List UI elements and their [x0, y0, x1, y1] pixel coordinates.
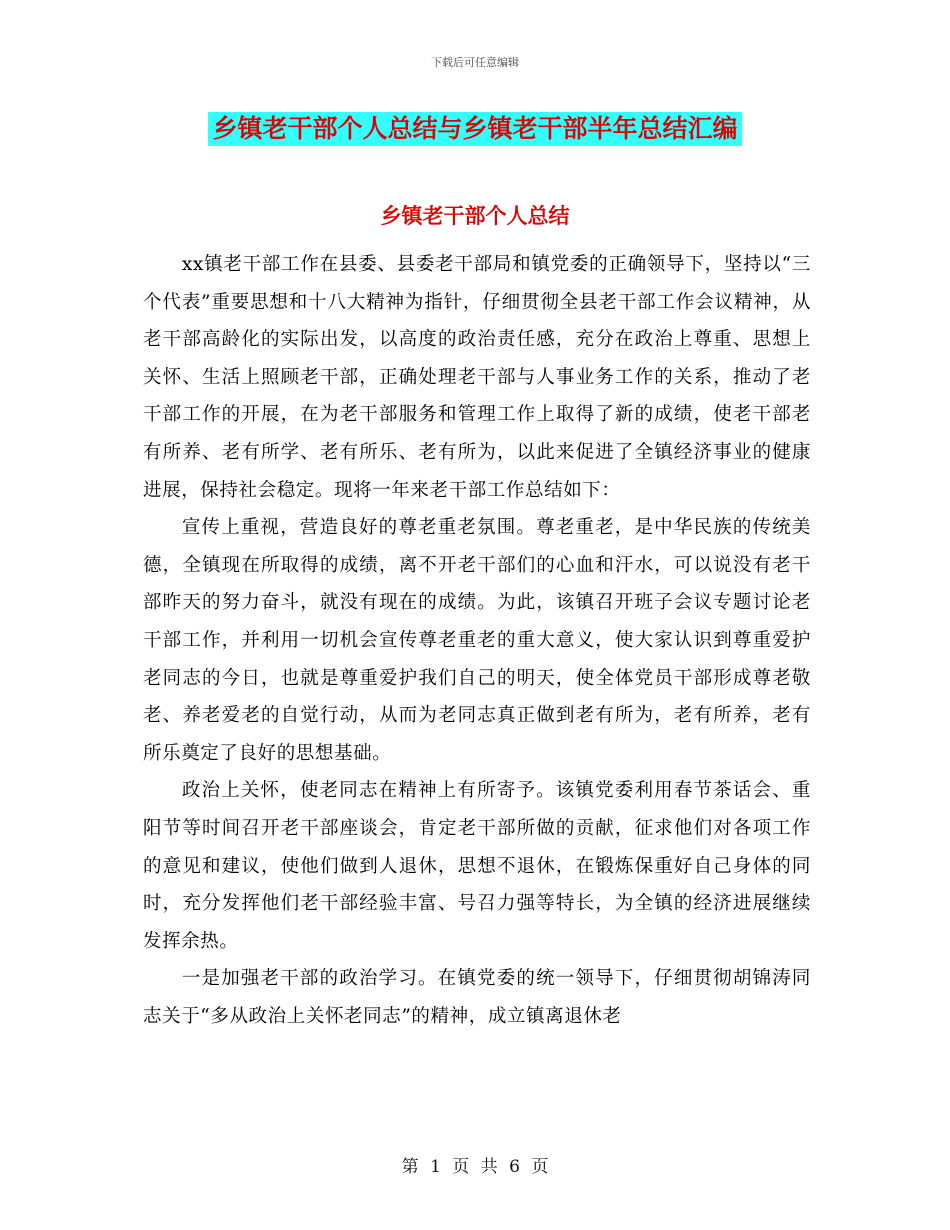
main-title: 乡镇老干部个人总结与乡镇老干部半年总结汇编 — [208, 112, 741, 146]
main-title-container — [0, 112, 950, 146]
paragraph-2: 宣传上重视，营造良好的尊老重老氛围。尊老重老，是中华民族的传统美德，全镇现在所取得的成绩，离不开老干部们的心血和汗水，可以说没有老干部昨天的努力奋斗，就没有现在的成绩。为此，该镇召开班子会议专题讨论老干部工作，并利用一切机会宣传尊老重老的重大意义，使大家认识到尊重爱护老同志的今日，也就是尊重爱护我们自己的明天，使全体党员干部形成尊老敬老、养老爱老的自觉行动，从而为老同志真正做到老有所为，老有所养，老有所乐奠定了良好的思想基础。 — [143, 517, 811, 764]
paragraph-3: 政治上关怀，使老同志在精神上有所寄予。该镇党委利用春节茶话会、重阳节等时间召开老干部座谈会，肯定老干部所做的贡献，征求他们对各项工作的意见和建议，使他们做到人退休，思想不退休，在锻炼保重好自己身体的同时，充分发挥他们老干部经验丰富、号召力强等特长，为全镇的经济进展继续发挥余热。 — [143, 780, 811, 952]
footer-current-page: 1 — [430, 1157, 441, 1177]
header-note: 下载后可任意编辑 — [431, 56, 519, 69]
footer-label-page: 第 — [401, 1157, 419, 1177]
footer-label-total: 共 — [480, 1157, 498, 1177]
paragraph-4: 一是加强老干部的政治学习。在镇党委的统一领导下，仔细贯彻胡锦涛同志关于“多从政治上关怀老同志”的精神，成立镇离退休老 — [143, 968, 811, 1027]
paragraph-1: xx镇老干部工作在县委、县委老干部局和镇党委的正确领导下，坚持以“三个代表”重要思想和十八大精神为指针，仔细贯彻全县老干部工作会议精神，从老干部高龄化的实际出发，以高度的政治责任感，充分在政治上尊重、思想上关怀、生活上照顾老干部，正确处理老干部与人事业务工作的关系，推动了老干部工作的开展，在为老干部服务和管理工作上取得了新的成绩，使老干部老有所养、老有所学、老有所乐、老有所为，以此来促进了全镇经济事业的健康进展，保持社会稳定。现将一年来老干部工作总结如下： — [143, 254, 811, 501]
page-footer — [0, 1152, 950, 1177]
document-body — [143, 246, 811, 1035]
footer-total-pages: 6 — [509, 1157, 520, 1177]
footer-label-unit: 页 — [452, 1157, 470, 1177]
section-title: 乡镇老干部个人总结 — [380, 204, 570, 228]
footer-label-unit-end: 页 — [531, 1157, 549, 1177]
